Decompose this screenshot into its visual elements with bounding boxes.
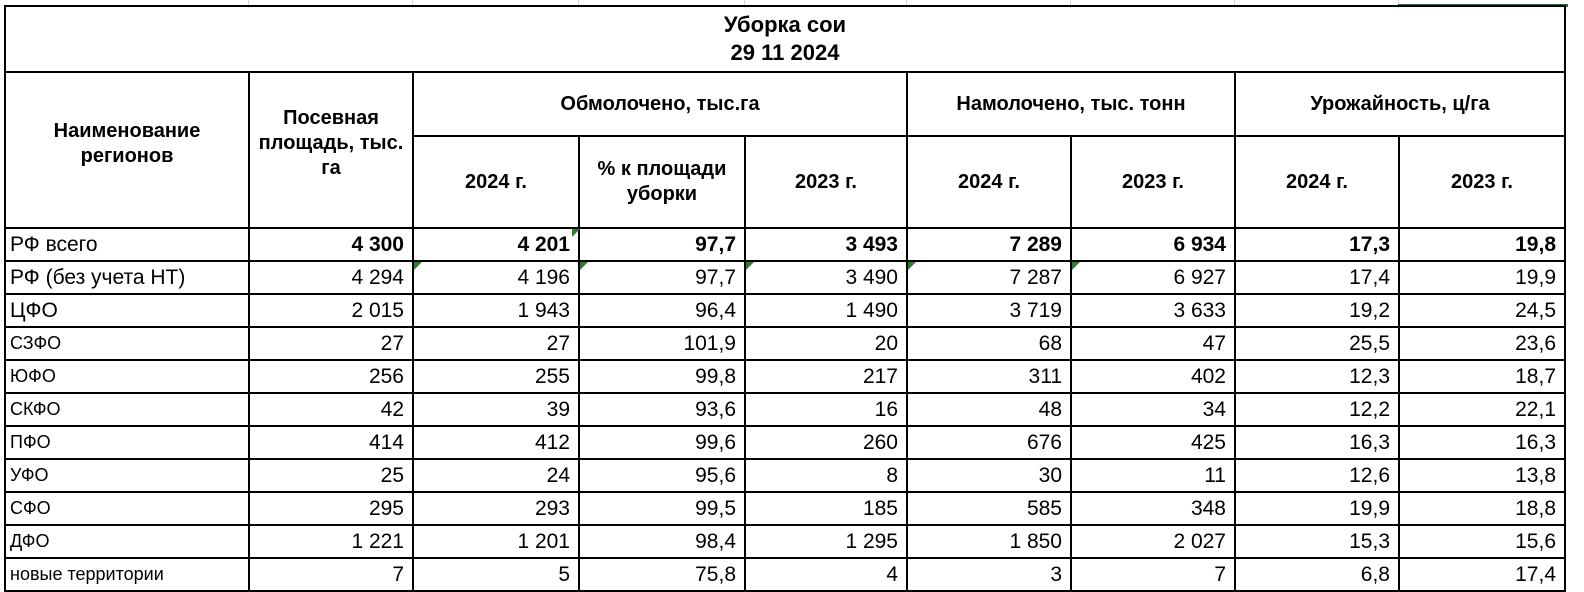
sown-area-cell[interactable]: 25 (249, 459, 413, 492)
threshed-2024-cell[interactable]: 1 201 (413, 525, 579, 558)
harvested-2024-cell[interactable]: 311 (907, 360, 1071, 393)
threshed-pct-cell[interactable]: 75,8 (579, 558, 745, 591)
region-name[interactable]: ЮФО (5, 360, 249, 393)
region-name[interactable]: ПФО (5, 426, 249, 459)
error-indicator-icon (414, 262, 422, 270)
header-harvested-2023[interactable]: 2023 г. (1071, 136, 1235, 228)
threshed-2023-cell[interactable]: 260 (745, 426, 907, 459)
harvested-2024-cell[interactable]: 3 719 (907, 294, 1071, 327)
threshed-pct-cell[interactable]: 99,8 (579, 360, 745, 393)
threshed-pct-cell[interactable]: 98,4 (579, 525, 745, 558)
table-row (5, 492, 1565, 525)
threshed-2024-cell[interactable]: 4 196 (413, 261, 579, 294)
yield-2023-cell[interactable]: 24,5 (1399, 294, 1565, 327)
threshed-2023-cell[interactable]: 8 (745, 459, 907, 492)
harvested-2023-cell[interactable]: 47 (1071, 327, 1235, 360)
sown-area-cell[interactable]: 4 294 (249, 261, 413, 294)
threshed-2023-cell[interactable]: 1 295 (745, 525, 907, 558)
sown-area-cell[interactable]: 2 015 (249, 294, 413, 327)
threshed-pct-cell[interactable]: 99,5 (579, 492, 745, 525)
region-name[interactable]: РФ (без учета НТ) (5, 261, 249, 294)
sown-area-cell[interactable]: 1 221 (249, 525, 413, 558)
table-row (5, 360, 1565, 393)
threshed-2024-cell[interactable]: 27 (413, 327, 579, 360)
region-name[interactable]: РФ всего (5, 228, 249, 261)
yield-2024-cell[interactable]: 12,3 (1235, 360, 1399, 393)
yield-2023-cell[interactable]: 18,8 (1399, 492, 1565, 525)
harvested-2023-cell[interactable]: 425 (1071, 426, 1235, 459)
threshed-pct-cell[interactable]: 97,7 (579, 261, 745, 294)
threshed-pct-cell[interactable]: 99,6 (579, 426, 745, 459)
yield-2023-cell[interactable]: 13,8 (1399, 459, 1565, 492)
table-row (5, 525, 1565, 558)
header-yield-2024[interactable]: 2024 г. (1235, 136, 1399, 228)
header-region[interactable]: Наименование регионов (5, 72, 249, 228)
yield-2023-cell[interactable]: 18,7 (1399, 360, 1565, 393)
harvested-2023-cell[interactable]: 6 934 (1071, 228, 1235, 261)
yield-2024-cell[interactable]: 17,3 (1235, 228, 1399, 261)
harvested-2024-cell[interactable]: 585 (907, 492, 1071, 525)
table-row (5, 261, 1565, 294)
title-line-2: 29 11 2024 (730, 40, 840, 65)
region-name[interactable]: СФО (5, 492, 249, 525)
threshed-2024-cell[interactable]: 1 943 (413, 294, 579, 327)
harvested-2024-cell[interactable]: 48 (907, 393, 1071, 426)
yield-2023-cell[interactable]: 16,3 (1399, 426, 1565, 459)
threshed-2023-cell[interactable]: 4 (745, 558, 907, 591)
region-name[interactable]: СЗФО (5, 327, 249, 360)
threshed-2023-cell[interactable]: 185 (745, 492, 907, 525)
harvested-2024-cell[interactable]: 7 289 (907, 228, 1071, 261)
title-line-1: Уборка сои (723, 12, 847, 37)
sown-area-cell[interactable]: 27 (249, 327, 413, 360)
threshed-2024-cell[interactable]: 5 (413, 558, 579, 591)
harvested-2024-cell[interactable]: 68 (907, 327, 1071, 360)
table-row (5, 327, 1565, 360)
region-name[interactable]: СКФО (5, 393, 249, 426)
threshed-2024-cell[interactable]: 4 201 (413, 228, 579, 261)
threshed-2024-cell[interactable]: 255 (413, 360, 579, 393)
yield-2024-cell[interactable]: 19,2 (1235, 294, 1399, 327)
harvested-2024-cell[interactable]: 1 850 (907, 525, 1071, 558)
header-threshed-2023[interactable]: 2023 г. (745, 136, 907, 228)
soy-harvest-table (4, 5, 1566, 592)
region-name[interactable]: УФО (5, 459, 249, 492)
harvested-2023-cell[interactable]: 402 (1071, 360, 1235, 393)
threshed-2023-cell[interactable]: 16 (745, 393, 907, 426)
sown-area-cell[interactable]: 295 (249, 492, 413, 525)
harvested-2023-cell[interactable]: 6 927 (1071, 261, 1235, 294)
threshed-pct-cell[interactable]: 97,7 (579, 228, 745, 261)
error-indicator-icon (908, 262, 916, 270)
yield-2024-cell[interactable]: 12,2 (1235, 393, 1399, 426)
table-title[interactable] (5, 6, 1565, 72)
yield-2024-cell[interactable]: 6,8 (1235, 558, 1399, 591)
yield-2024-cell[interactable]: 19,9 (1235, 492, 1399, 525)
table-row (5, 294, 1565, 327)
yield-2023-cell[interactable]: 19,9 (1399, 261, 1565, 294)
sown-area-cell[interactable]: 42 (249, 393, 413, 426)
harvested-2024-cell[interactable]: 676 (907, 426, 1071, 459)
threshed-2024-cell[interactable]: 412 (413, 426, 579, 459)
sown-area-cell[interactable]: 256 (249, 360, 413, 393)
table-row (5, 426, 1565, 459)
header-threshed-2024[interactable]: 2024 г. (413, 136, 579, 228)
region-name[interactable]: ЦФО (5, 294, 249, 327)
sown-area-cell[interactable]: 7 (249, 558, 413, 591)
harvested-2023-cell[interactable]: 348 (1071, 492, 1235, 525)
threshed-2024-cell[interactable]: 24 (413, 459, 579, 492)
yield-2024-cell[interactable]: 17,4 (1235, 261, 1399, 294)
harvested-2023-cell[interactable]: 7 (1071, 558, 1235, 591)
table-row (5, 558, 1565, 591)
threshed-pct-cell[interactable]: 96,4 (579, 294, 745, 327)
threshed-2023-cell[interactable]: 217 (745, 360, 907, 393)
harvested-2024-cell[interactable]: 7 287 (907, 261, 1071, 294)
header-threshed[interactable]: Обмолочено, тыс.га (413, 72, 907, 136)
yield-2023-cell[interactable]: 22,1 (1399, 393, 1565, 426)
yield-2023-cell[interactable]: 23,6 (1399, 327, 1565, 360)
threshed-2023-cell[interactable]: 20 (745, 327, 907, 360)
threshed-2023-cell[interactable]: 3 493 (745, 228, 907, 261)
harvested-2024-cell[interactable]: 3 (907, 558, 1071, 591)
header-sown-area[interactable]: Посевная площадь, тыс. га (249, 72, 413, 228)
table-row (5, 228, 1565, 261)
harvested-2023-cell[interactable]: 3 633 (1071, 294, 1235, 327)
sown-area-cell[interactable]: 414 (249, 426, 413, 459)
error-indicator-icon (580, 262, 588, 270)
harvested-2023-cell[interactable]: 11 (1071, 459, 1235, 492)
region-name[interactable]: новые территории (5, 558, 249, 591)
table-row (5, 393, 1565, 426)
yield-2023-cell[interactable]: 17,4 (1399, 558, 1565, 591)
header-yield[interactable]: Урожайность, ц/га (1235, 72, 1565, 136)
yield-2024-cell[interactable]: 12,6 (1235, 459, 1399, 492)
yield-2023-cell[interactable]: 15,6 (1399, 525, 1565, 558)
threshed-2024-cell[interactable]: 293 (413, 492, 579, 525)
threshed-2023-cell[interactable]: 1 490 (745, 294, 907, 327)
sown-area-cell[interactable]: 4 300 (249, 228, 413, 261)
header-harvested-2024[interactable]: 2024 г. (907, 136, 1071, 228)
threshed-pct-cell[interactable]: 95,6 (579, 459, 745, 492)
threshed-2024-cell[interactable]: 39 (413, 393, 579, 426)
yield-2024-cell[interactable]: 25,5 (1235, 327, 1399, 360)
harvested-2023-cell[interactable]: 2 027 (1071, 525, 1235, 558)
error-indicator-icon (746, 262, 754, 270)
threshed-2023-cell[interactable]: 3 490 (745, 261, 907, 294)
header-threshed-pct[interactable]: % к площади уборки (579, 136, 745, 228)
harvested-2023-cell[interactable]: 34 (1071, 393, 1235, 426)
yield-2023-cell[interactable]: 19,8 (1399, 228, 1565, 261)
threshed-pct-cell[interactable]: 101,9 (579, 327, 745, 360)
header-yield-2023[interactable]: 2023 г. (1399, 136, 1565, 228)
error-indicator-icon (1072, 262, 1080, 270)
yield-2024-cell[interactable]: 16,3 (1235, 426, 1399, 459)
header-harvested[interactable]: Намолочено, тыс. тонн (907, 72, 1235, 136)
threshed-pct-cell[interactable]: 93,6 (579, 393, 745, 426)
yield-2024-cell[interactable]: 15,3 (1235, 525, 1399, 558)
table-row (5, 459, 1565, 492)
region-name[interactable]: ДФО (5, 525, 249, 558)
harvested-2024-cell[interactable]: 30 (907, 459, 1071, 492)
